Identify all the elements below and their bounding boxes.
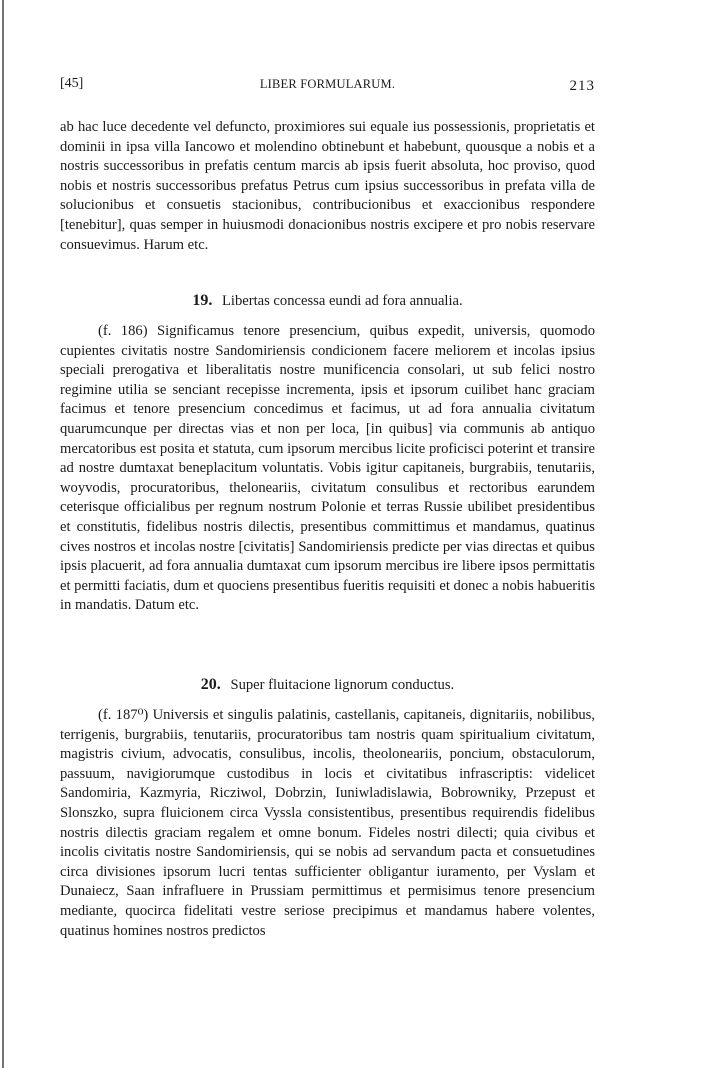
section-number: 19. bbox=[192, 292, 213, 309]
chapter-number: [45] bbox=[60, 76, 84, 91]
page-header bbox=[60, 74, 595, 96]
section-number: 20. bbox=[200, 676, 221, 693]
page-number: 213 bbox=[569, 78, 595, 94]
running-title: LIBER FORMULARUM. bbox=[259, 77, 396, 91]
section-heading-19 bbox=[60, 292, 595, 310]
section-heading-20 bbox=[60, 676, 595, 694]
page-edge-line bbox=[2, 0, 4, 1068]
section-title-text: Super fluitacione lignorum conductus. bbox=[230, 677, 455, 693]
section-title-text: Libertas concessa eundi ad fora annualia. bbox=[221, 293, 463, 309]
paragraph-section-19: (f. 186) Significamus tenore presencium, quibus expedit, universis, quomodo cupientes civitatis nostre Sandomiriensis condicionem facere meliorem et incolas ipsius speciali prerogativa et liberalitatis nostre munificencia consolari, ut sub felici nostro regimine utilia se senciant recepisse incrementa, ipsis et ipsorum cuilibet hanc graciam facimus et tenore presencium concedimus et facimus, ut ad fora annualia civitatum quarumcunque per directas vias et non per loca, [in quibus] via communis ab antiquo mercatoribus est posita et statuta, cum ipsorum mercibus licite proficisci poterint et transire ad nostre dumtaxat beneplacitum voluntatis. Vobis igitur capitaneis, burgrabiis, tenutariis, woyvodis, procuratoribus, theloneariis, civitatum consulibus et rectoribus earundem ceterisque officialibus per regnum nostrum Polonie et terras Russie ubilibet presidentibus et constitutis, fidelibus nostris dilectis, presentibus committimus et mandamus, quatinus cives nostros et incolas nostre [civitatis] Sandomiriensis predicte per vias directas et quibus ipsis placuerit, ad fora annualia dumtaxat cum ipsorum mercibus ire libere ipsos permittatis et permitti faciatis, dum et quociens presentibus fueritis requisiti et donec a nobis habueritis in mandatis. Datum etc. bbox=[60, 323, 595, 614]
paragraph-continuation: ab hac luce decedente vel defuncto, proximiores sui equale ius possessionis, proprietatis et dominii in ipsa villa Iancowo et molendino obtinebunt et habebunt, quousque a nobis et a nostris successoribus in prefatis centum marcis ab ipsis fuerit absoluta, hoc proviso, quod nobis et nostris successoribus prefatus Petrus cum ipsius successoribus in prefata villa de solucionibus et consuetis stacionibus, contribucionibus et exaccionibus respondere [tenebitur], quas semper in huiusmodi donacionibus nostris excipere et pro nobis reservare consuevimus. Harum etc. bbox=[60, 119, 595, 253]
paragraph-section-20: (f. 187⁰) Universis et singulis palatinis, castellanis, capitaneis, dignitariis, nobilibus, terrigenis, burgrabiis, tenutariis, procuratoribus tam nostris quam spiritualium civitatum, magistris civium, advocatis, consulibus, incolis, theoloneariis, poncium, obstaculorum, passuum, navigiorumque custodibus in locis et civitatibus infrascriptis: videlicet Sandomiria, Kazmyria, Ricziwol, Dobrzin, Iuniwladislawia, Bobrowniky, Przepust et Slonszko, supra fluicionem circa Vyssla consistentibus, presentibus requirendis fidelibus nostris dilectis graciam regalem et omne bonum. Fideles nostri dilecti; quia civibus et incolis civitatis nostre Sandomiriensis, qui se nobis ad servandum pacta et consuetudines circa divisiones ipsorum lucri tentas sufficienter obligantur iuramento, per Vyslam et Dunaiecz, Saan infrafluere in Prussiam permittimus et permisimus tenore presencium mediante, quocirca fidelitati vestre seriose precipimus et mandamus habere volentes, quatinus homines nostros predictos bbox=[60, 707, 595, 939]
